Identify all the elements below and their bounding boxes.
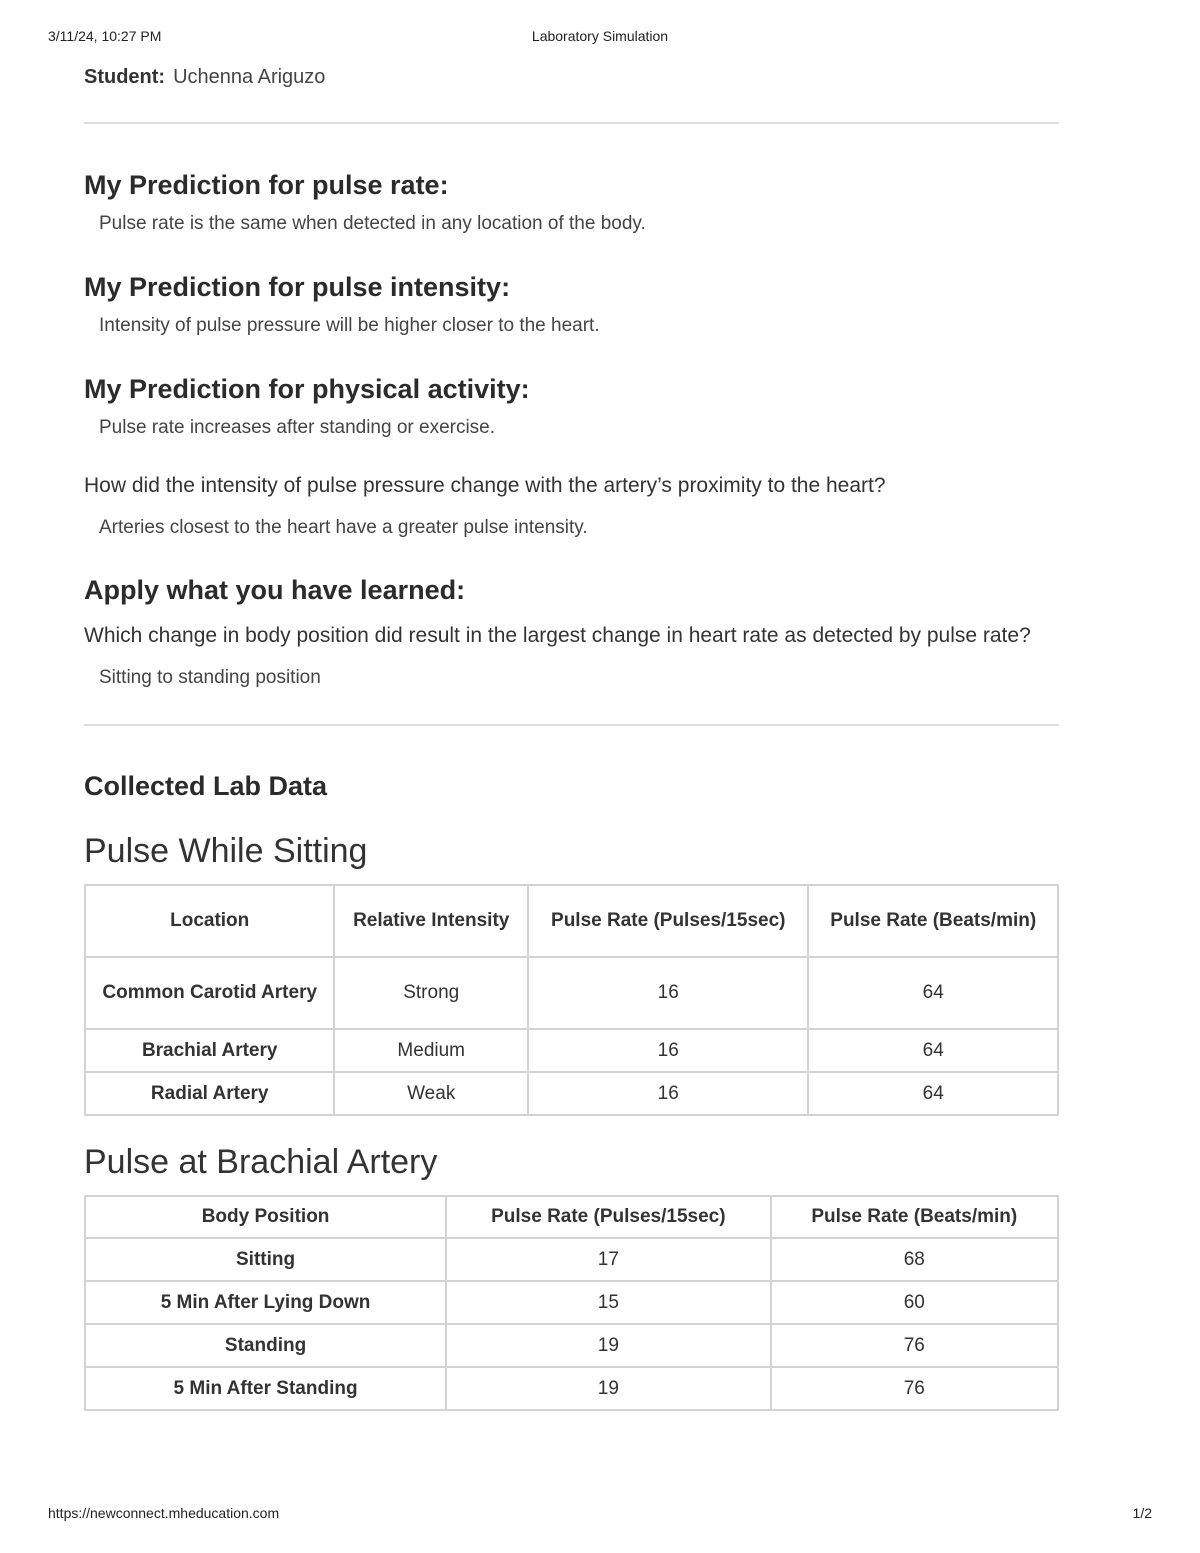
table-cell: Standing: [85, 1324, 446, 1367]
column-header: Pulse Rate (Pulses/15sec): [528, 885, 808, 957]
table-cell: 16: [528, 1029, 808, 1072]
table-cell: 15: [446, 1281, 770, 1324]
table-cell: 60: [771, 1281, 1058, 1324]
table-cell: Weak: [334, 1072, 528, 1115]
column-header: Relative Intensity: [334, 885, 528, 957]
table-title-sitting: Pulse While Sitting: [84, 832, 368, 870]
page-number: 1/2: [1132, 1505, 1152, 1521]
divider: [84, 724, 1059, 726]
table-cell: Sitting: [85, 1238, 446, 1281]
prediction-heading-physical-activity: My Prediction for physical activity:: [84, 374, 530, 404]
table-cell: 17: [446, 1238, 770, 1281]
table-row: [85, 1281, 1058, 1324]
student-label: Student:: [84, 66, 166, 88]
print-datetime: 3/11/24, 10:27 PM: [48, 28, 162, 44]
table-title-brachial: Pulse at Brachial Artery: [84, 1143, 438, 1181]
table-row: [85, 1072, 1058, 1115]
table-row: [85, 1367, 1058, 1410]
table-cell: 5 Min After Standing: [85, 1367, 446, 1410]
table-cell: Strong: [334, 957, 528, 1029]
table-cell: 5 Min After Lying Down: [85, 1281, 446, 1324]
divider: [84, 122, 1059, 124]
table-cell: 19: [446, 1324, 770, 1367]
table-row: [85, 1324, 1058, 1367]
apply-question: Which change in body position did result in the largest change in heart rate as detected by pulse rate?: [84, 624, 1031, 647]
table-cell: 16: [528, 1072, 808, 1115]
column-header: Pulse Rate (Beats/min): [771, 1196, 1058, 1238]
apply-answer: Sitting to standing position: [99, 667, 321, 688]
table-cell: 64: [808, 957, 1058, 1029]
pulse-sitting-table: [84, 884, 1059, 1116]
collected-lab-data-title: Collected Lab Data: [84, 771, 328, 801]
prediction-answer-pulse-rate: Pulse rate is the same when detected in any location of the body.: [99, 213, 646, 234]
table-cell: 76: [771, 1324, 1058, 1367]
table-cell: 64: [808, 1029, 1058, 1072]
table-cell: 76: [771, 1367, 1058, 1410]
prediction-heading-pulse-rate: My Prediction for pulse rate:: [84, 170, 449, 200]
footer-url: https://newconnect.mheducation.com: [48, 1505, 280, 1521]
table-cell: Medium: [334, 1029, 528, 1072]
table-header-row: [85, 885, 1058, 957]
column-header: Pulse Rate (Pulses/15sec): [446, 1196, 770, 1238]
pulse-brachial-table: [84, 1195, 1059, 1411]
student-line: [84, 66, 1059, 89]
table-cell: Common Carotid Artery: [85, 957, 334, 1029]
table-cell: 68: [771, 1238, 1058, 1281]
table-cell: 19: [446, 1367, 770, 1410]
table-row: [85, 957, 1058, 1029]
table-header-row: [85, 1196, 1058, 1238]
column-header: Body Position: [85, 1196, 446, 1238]
table-cell: 64: [808, 1072, 1058, 1115]
column-header: Pulse Rate (Beats/min): [808, 885, 1058, 957]
print-header: [48, 28, 1152, 48]
report-content: [84, 64, 1059, 1411]
answer-intensity-proximity: Arteries closest to the heart have a greater pulse intensity.: [99, 517, 588, 538]
table-cell: Radial Artery: [85, 1072, 334, 1115]
question-intensity-proximity: How did the intensity of pulse pressure change with the artery’s proximity to the heart?: [84, 474, 886, 497]
student-name: Uchenna Ariguzo: [173, 66, 326, 88]
table-cell: 16: [528, 957, 808, 1029]
prediction-answer-pulse-intensity: Intensity of pulse pressure will be higher closer to the heart.: [99, 315, 600, 336]
table-cell: Brachial Artery: [85, 1029, 334, 1072]
column-header: Location: [85, 885, 334, 957]
prediction-heading-pulse-intensity: My Prediction for pulse intensity:: [84, 272, 511, 302]
print-title: Laboratory Simulation: [531, 28, 669, 44]
print-footer: [48, 1505, 1152, 1525]
table-row: [85, 1238, 1058, 1281]
prediction-answer-physical-activity: Pulse rate increases after standing or exercise.: [99, 417, 496, 438]
table-row: [85, 1029, 1058, 1072]
apply-heading: Apply what you have learned:: [84, 575, 466, 605]
